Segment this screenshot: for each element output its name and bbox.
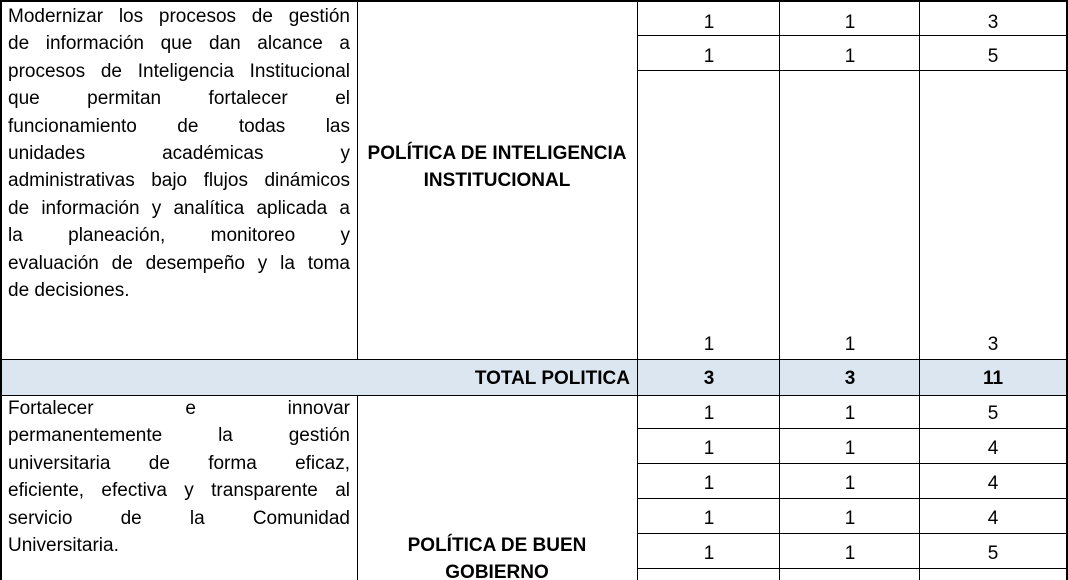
row-divider: [637, 568, 1068, 569]
col-divider-policy: [637, 0, 638, 360]
section2-desc-line: universitaria de forma eficaz,: [8, 452, 350, 474]
section2-description: [8, 395, 350, 559]
section1-row3-col1: 1: [703, 334, 715, 355]
section2-desc-line: servicio de la Comunidad: [8, 507, 350, 529]
section2-row1-col2: 1: [844, 403, 856, 424]
section1-desc-line: Modernizar los procesos de gestión: [8, 6, 350, 27]
section1-row3-col3: 3: [987, 334, 999, 355]
section2-row3-col2: 1: [844, 473, 856, 494]
section1-desc-line: funcionamiento de todas las: [8, 115, 350, 137]
section2-row2-col2: 1: [844, 438, 856, 459]
section2-row2-col1: 1: [703, 438, 715, 459]
section1-desc-line: que permitan fortalecer el: [8, 88, 350, 110]
section2-policy-line: GOBIERNO: [445, 562, 549, 580]
section1-policy-name: POLÍTICA DE INTELIGENCIA INSTITUCIONAL: [367, 143, 627, 191]
section1-row2-col1: 1: [703, 46, 715, 67]
section2-row5-col3: 5: [987, 543, 999, 564]
section1-desc-line: procesos de Inteligencia Institucional: [8, 60, 350, 82]
col-divider-desc: [357, 0, 358, 360]
section1-desc-line: de información y analítica aplicada a: [8, 197, 350, 219]
col-divider-total: [919, 360, 920, 396]
total-col1: 3: [703, 368, 715, 389]
row-divider: [637, 35, 1068, 36]
section1-description: [8, 3, 350, 304]
col-divider-total: [637, 360, 638, 396]
section2-desc-line: eficiente, efectiva y transparente al: [8, 480, 350, 502]
section1-row2-col3: 5: [987, 46, 999, 67]
section1-desc-line: de decisiones.: [8, 280, 130, 302]
col-divider-policy: [637, 396, 638, 580]
section1-desc-line: la planeación, monitoreo y: [8, 225, 350, 247]
section1-row1-col2: 1: [844, 12, 856, 33]
col-divider-num1: [779, 0, 780, 360]
col-divider-num2: [919, 396, 920, 580]
total-row-border-top: [0, 359, 1068, 360]
section2-row4-col2: 1: [844, 508, 856, 529]
section2-desc-line: Universitaria.: [8, 535, 119, 557]
section2-row3-col3: 4: [987, 473, 999, 494]
total-row-border-bottom: [0, 395, 1068, 396]
section2-row1-col1: 1: [703, 403, 715, 424]
section2-policy-line: POLÍTICA DE BUEN: [407, 535, 587, 556]
section1-row2-col2: 1: [844, 46, 856, 67]
section1-desc-line: unidades académicas y: [8, 143, 350, 165]
section1-desc-line: evaluación de desempeño y la toma: [8, 252, 350, 274]
col-divider-total: [779, 360, 780, 396]
table-border-left: [0, 0, 2, 580]
section2-row5-col2: 1: [844, 543, 856, 564]
section2-row4-col1: 1: [703, 508, 715, 529]
row-divider: [637, 533, 1068, 534]
col-divider-num2: [919, 0, 920, 360]
section2-row5-col1: 1: [703, 543, 715, 564]
section2-policy-name: [362, 532, 632, 580]
row-divider: [637, 498, 1068, 499]
section1-row1-col3: 3: [987, 12, 999, 33]
section2-desc-line: permanentemente la gestión: [8, 425, 350, 447]
section2-row2-col3: 4: [987, 438, 999, 459]
table-border-top: [0, 0, 1068, 2]
total-col2: 3: [844, 368, 856, 389]
section2-row3-col1: 1: [703, 473, 715, 494]
row-divider: [637, 70, 1068, 71]
section2-row1-col3: 5: [987, 403, 999, 424]
col-divider-num1: [779, 396, 780, 580]
total-politica-label: TOTAL POLITICA: [474, 368, 630, 389]
section2-row4-col3: 4: [987, 508, 999, 529]
section1-desc-line: administrativas bajo flujos dinámicos: [8, 170, 350, 192]
section1-row3-col2: 1: [844, 334, 856, 355]
section1-row1-col1: 1: [703, 12, 715, 33]
section1-desc-line: de información que dan alcance a: [8, 33, 350, 55]
total-col3: 11: [982, 368, 1004, 389]
row-divider: [637, 428, 1068, 429]
col-divider-desc: [357, 396, 358, 580]
section2-desc-line: Fortalecer e innovar: [8, 398, 350, 419]
row-divider: [637, 463, 1068, 464]
